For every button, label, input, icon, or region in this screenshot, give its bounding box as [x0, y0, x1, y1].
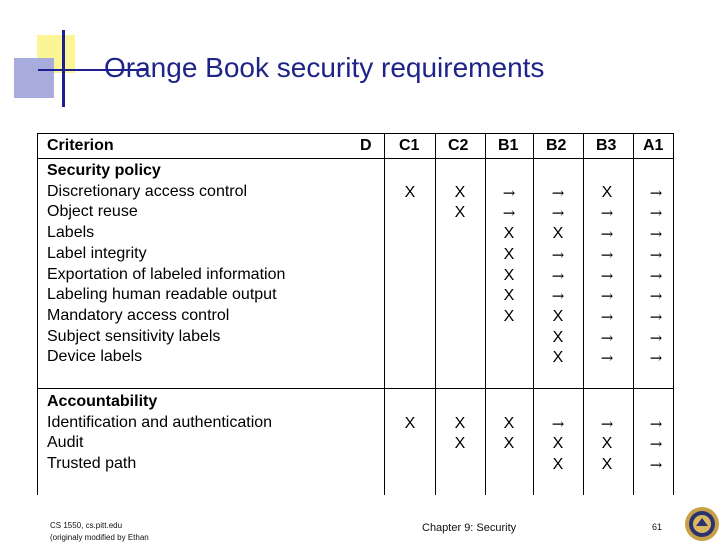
- table-column-divider: [533, 133, 534, 495]
- table-header-cell: B3: [596, 137, 617, 154]
- footer-course-line2: (originaly modified by Ethan: [50, 533, 149, 542]
- table-cell-mark: →: [649, 414, 663, 433]
- table-section-rule: [37, 388, 674, 389]
- table-cell-mark: X: [552, 328, 564, 346]
- table-cell-mark: →: [649, 245, 663, 264]
- footer-chapter: Chapter 9: Security: [422, 522, 517, 534]
- table-cell-mark: →: [600, 414, 614, 433]
- table-cell-mark: →: [649, 307, 663, 326]
- table-cell-mark: X: [454, 435, 466, 453]
- footer-course: [50, 520, 149, 544]
- table-cell-mark: →: [551, 245, 565, 264]
- table-cell-mark: X: [503, 307, 515, 325]
- table-cell-mark: →: [649, 328, 663, 347]
- table-cell-mark: →: [551, 287, 565, 306]
- table-cell-mark: →: [502, 204, 516, 223]
- table-row-label: Identification and authentication: [47, 413, 273, 431]
- table-cell-mark: X: [454, 414, 466, 432]
- slide-title: Orange Book security requirements: [104, 52, 545, 83]
- table-cell-mark: X: [503, 287, 515, 305]
- table-cell-mark: X: [601, 435, 613, 453]
- table-row-label: Labels: [47, 224, 95, 242]
- table-header-cell: A1: [643, 137, 664, 154]
- table-header-cell: C2: [448, 137, 469, 154]
- table-cell-mark: →: [502, 183, 516, 202]
- table-column-divider: [485, 133, 486, 495]
- table-cell-mark: X: [404, 183, 416, 201]
- table-row-label: Labeling human readable output: [47, 286, 277, 304]
- table-cell-mark: X: [552, 435, 564, 453]
- table-column-divider: [583, 133, 584, 495]
- table-border-left: [37, 133, 38, 495]
- table-row-label: Exportation of labeled information: [47, 265, 286, 283]
- table-cell-mark: →: [600, 349, 614, 368]
- table-cell-mark: →: [600, 245, 614, 264]
- table-cell-mark: →: [600, 287, 614, 306]
- table-row-label: Trusted path: [47, 455, 137, 473]
- table-cell-mark: →: [600, 204, 614, 223]
- table-row-label: Device labels: [47, 348, 143, 366]
- table-cell-mark: X: [503, 225, 515, 243]
- table-cell-mark: →: [649, 204, 663, 223]
- table-cell-mark: →: [600, 225, 614, 244]
- table-cell-mark: →: [649, 456, 663, 475]
- table-border-top: [37, 133, 674, 134]
- table-row-label: Object reuse: [47, 203, 138, 221]
- table-row-label: Subject sensitivity labels: [47, 327, 221, 345]
- table-cell-mark: →: [649, 287, 663, 306]
- decor-blue-square: [14, 58, 54, 98]
- table-cell-mark: →: [649, 266, 663, 285]
- table-cell-mark: X: [503, 435, 515, 453]
- table-cell-mark: X: [552, 307, 564, 325]
- table-cell-mark: X: [601, 456, 613, 474]
- table-cell-mark: →: [551, 183, 565, 202]
- table-column-divider: [435, 133, 436, 495]
- table-cell-mark: →: [600, 328, 614, 347]
- table-section-title: Accountability: [47, 393, 158, 410]
- table-cell-mark: →: [600, 307, 614, 326]
- table-cell-mark: X: [503, 245, 515, 263]
- table-cell-mark: X: [552, 225, 564, 243]
- table-cell-mark: X: [404, 414, 416, 432]
- table-row-label: Mandatory access control: [47, 306, 230, 324]
- footer-course-line1: CS 1550, cs.pitt.edu: [50, 521, 123, 530]
- table-header-cell: Criterion: [47, 137, 114, 154]
- table-cell-mark: X: [454, 183, 466, 201]
- table-row-label: Discretionary access control: [47, 182, 248, 200]
- table-cell-mark: →: [600, 266, 614, 285]
- table-row-label: Label integrity: [47, 244, 147, 262]
- table-cell-mark: →: [551, 414, 565, 433]
- table-header-rule: [37, 158, 674, 159]
- table-column-divider: [384, 133, 385, 495]
- table-cell-mark: X: [552, 456, 564, 474]
- university-seal-icon: [684, 506, 720, 542]
- page-number: 61: [652, 522, 663, 532]
- table-header-cell: C1: [399, 137, 420, 154]
- table-header-cell: B1: [498, 137, 519, 154]
- table-cell-mark: →: [551, 266, 565, 285]
- table-header-cell: B2: [546, 137, 567, 154]
- table-cell-mark: →: [649, 225, 663, 244]
- table-cell-mark: X: [503, 414, 515, 432]
- table-cell-mark: X: [552, 349, 564, 367]
- table-cell-mark: X: [601, 183, 613, 201]
- table-header-cell: D: [360, 137, 372, 154]
- table-cell-mark: X: [503, 266, 515, 284]
- table-cell-mark: →: [649, 349, 663, 368]
- table-cell-mark: →: [551, 204, 565, 223]
- table-row-label: Audit: [47, 434, 84, 452]
- table-section-title: Security policy: [47, 162, 161, 179]
- table-cell-mark: X: [454, 204, 466, 222]
- table-cell-mark: →: [649, 183, 663, 202]
- table-column-divider: [633, 133, 634, 495]
- table-cell-mark: →: [649, 435, 663, 454]
